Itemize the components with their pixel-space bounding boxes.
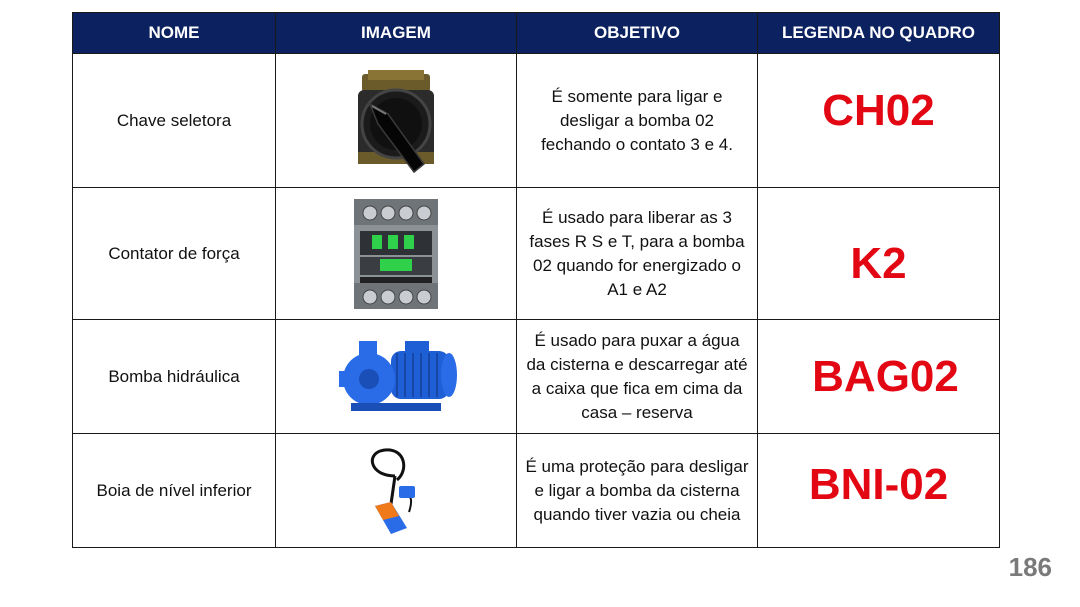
row-objective: É usado para puxar a água da cisterna e descarregar até a caixa que fica em cima da casa – reserva [517, 320, 758, 434]
float-switch-icon [361, 446, 431, 536]
selector-switch-icon [348, 68, 444, 174]
table-row [73, 320, 1000, 434]
row-legend [758, 188, 1000, 320]
contactor-icon [350, 195, 442, 313]
table-row [73, 188, 1000, 320]
header-legenda: LEGENDA NO QUADRO [758, 13, 1000, 54]
table-row [73, 54, 1000, 188]
row-name: Bomba hidráulica [73, 320, 276, 434]
row-name: Chave seletora [73, 54, 276, 188]
legend-code: BNI-02 [808, 459, 949, 509]
header-row [73, 13, 1000, 54]
row-image [276, 188, 517, 320]
header-nome: NOME [73, 13, 276, 54]
row-legend [758, 54, 1000, 188]
components-table [72, 12, 1000, 548]
table-row [73, 434, 1000, 548]
header-imagem: IMAGEM [276, 13, 517, 54]
row-objective: É uma proteção para desligar e ligar a bomba da cisterna quando tiver vazia ou cheia [517, 434, 758, 548]
row-objective: É somente para ligar e desligar a bomba 02 fechando o contato 3 e 4. [517, 54, 758, 188]
row-name: Boia de nível inferior [73, 434, 276, 548]
row-image [276, 320, 517, 434]
legend-code: BAG02 [812, 351, 959, 401]
legend-code: K2 [850, 238, 907, 288]
row-image [276, 434, 517, 548]
page-number: 186 [1008, 552, 1052, 582]
row-legend [758, 434, 1000, 548]
legend-code: CH02 [822, 85, 935, 135]
row-objective: É usado para liberar as 3 fases R S e T, para a bomba 02 quando for energizado o A1 e A2 [517, 188, 758, 320]
water-pump-icon [331, 335, 461, 419]
row-name: Contator de força [73, 188, 276, 320]
row-image [276, 54, 517, 188]
header-objetivo: OBJETIVO [517, 13, 758, 54]
row-legend [758, 320, 1000, 434]
